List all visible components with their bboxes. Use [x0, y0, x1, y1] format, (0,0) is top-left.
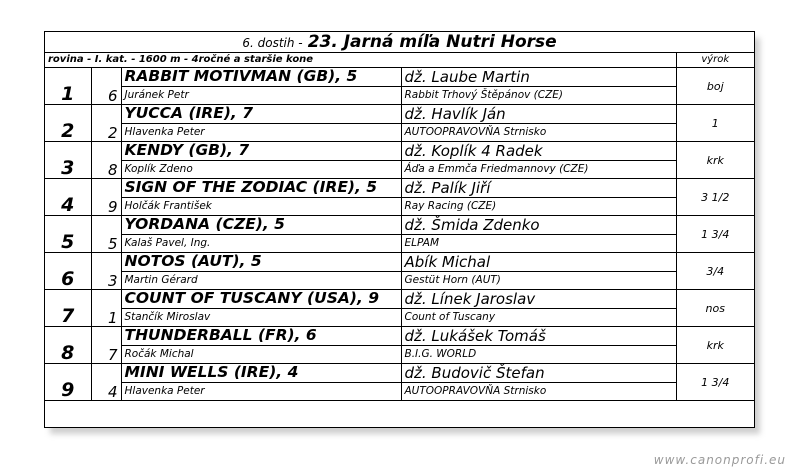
trainer-name: Stančík Miroslav [121, 309, 401, 327]
result-row-detail [45, 235, 754, 253]
owner-name: B.I.G. WORLD [401, 346, 676, 364]
jockey-name: dž. Lukášek Tomáš [401, 327, 676, 346]
start-number: 1 [91, 290, 121, 327]
place-number: 5 [45, 216, 91, 253]
trainer-name: Martin Gérard [121, 272, 401, 290]
result-row-detail [45, 346, 754, 364]
horse-name: YUCCA (IRE), 7 [121, 105, 401, 124]
place-number: 8 [45, 327, 91, 364]
result-row [45, 290, 754, 309]
result-row [45, 179, 754, 198]
place-number: 3 [45, 142, 91, 179]
verdict: nos [676, 290, 754, 327]
verdict: krk [676, 327, 754, 364]
result-row-detail [45, 383, 754, 401]
verdict: 3/4 [676, 253, 754, 290]
verdict: 1 3/4 [676, 364, 754, 401]
start-number: 4 [91, 364, 121, 401]
result-row [45, 105, 754, 124]
verdict: 1 3/4 [676, 216, 754, 253]
jockey-name: dž. Budovič Štefan [401, 364, 676, 383]
result-row-detail [45, 272, 754, 290]
horse-name: NOTOS (AUT), 5 [121, 253, 401, 272]
owner-name: Gestüt Horn (AUT) [401, 272, 676, 290]
result-row-detail [45, 87, 754, 105]
owner-name: AUTOOPRAVOVŇA Strnisko [401, 124, 676, 142]
verdict: 1 [676, 105, 754, 142]
place-number: 6 [45, 253, 91, 290]
trainer-name: Hlavenka Peter [121, 124, 401, 142]
place-number: 4 [45, 179, 91, 216]
result-row [45, 68, 754, 87]
race-title [45, 32, 754, 53]
horse-name: YORDANA (CZE), 5 [121, 216, 401, 235]
start-number: 9 [91, 179, 121, 216]
place-number: 2 [45, 105, 91, 142]
start-number: 7 [91, 327, 121, 364]
race-conditions-row [45, 53, 754, 68]
horse-name: KENDY (GB), 7 [121, 142, 401, 161]
result-row [45, 253, 754, 272]
verdict: boj [676, 68, 754, 105]
jockey-name: dž. Línek Jaroslav [401, 290, 676, 309]
trainer-name: Ročák Michal [121, 346, 401, 364]
result-row-detail [45, 198, 754, 216]
trainer-name: Juránek Petr [121, 87, 401, 105]
result-row [45, 327, 754, 346]
jockey-name: dž. Koplík 4 Radek [401, 142, 676, 161]
horse-name: THUNDERBALL (FR), 6 [121, 327, 401, 346]
results-table [45, 32, 754, 401]
result-row [45, 216, 754, 235]
owner-name: Rabbit Trhový Štěpánov (CZE) [401, 87, 676, 105]
jockey-name: Abík Michal [401, 253, 676, 272]
owner-name: Ray Racing (CZE) [401, 198, 676, 216]
jockey-name: dž. Šmida Zdenko [401, 216, 676, 235]
horse-name: MINI WELLS (IRE), 4 [121, 364, 401, 383]
result-row-detail [45, 309, 754, 327]
owner-name: Áďa a Emmča Friedmannovy (CZE) [401, 161, 676, 179]
race-title-row [45, 32, 754, 53]
race-prefix: 6. dostih - [242, 35, 303, 50]
verdict: 3 1/2 [676, 179, 754, 216]
race-name: 23. Jarná míľa Nutri Horse [307, 32, 557, 52]
trainer-name: Holčák František [121, 198, 401, 216]
horse-name: RABBIT MOTIVMAN (GB), 5 [121, 68, 401, 87]
place-number: 1 [45, 68, 91, 105]
trainer-name: Koplík Zdeno [121, 161, 401, 179]
start-number: 3 [91, 253, 121, 290]
jockey-name: dž. Palík Jiří [401, 179, 676, 198]
verdict-header: výrok [676, 53, 754, 68]
place-number: 9 [45, 364, 91, 401]
trainer-name: Kalaš Pavel, Ing. [121, 235, 401, 253]
race-conditions: rovina - I. kat. - 1600 m - 4ročné a staršie kone [45, 53, 676, 68]
start-number: 6 [91, 68, 121, 105]
watermark: www.canonprofi.eu [653, 453, 786, 467]
start-number: 5 [91, 216, 121, 253]
results-card [44, 31, 755, 428]
start-number: 8 [91, 142, 121, 179]
result-row-detail [45, 124, 754, 142]
horse-name: SIGN OF THE ZODIAC (IRE), 5 [121, 179, 401, 198]
start-number: 2 [91, 105, 121, 142]
verdict: krk [676, 142, 754, 179]
owner-name: ELPAM [401, 235, 676, 253]
result-row-detail [45, 161, 754, 179]
result-row [45, 364, 754, 383]
jockey-name: dž. Havlík Ján [401, 105, 676, 124]
result-row [45, 142, 754, 161]
jockey-name: dž. Laube Martin [401, 68, 676, 87]
horse-name: COUNT OF TUSCANY (USA), 9 [121, 290, 401, 309]
owner-name: Count of Tuscany [401, 309, 676, 327]
trainer-name: Hlavenka Peter [121, 383, 401, 401]
place-number: 7 [45, 290, 91, 327]
owner-name: AUTOOPRAVOVŇA Strnisko [401, 383, 676, 401]
